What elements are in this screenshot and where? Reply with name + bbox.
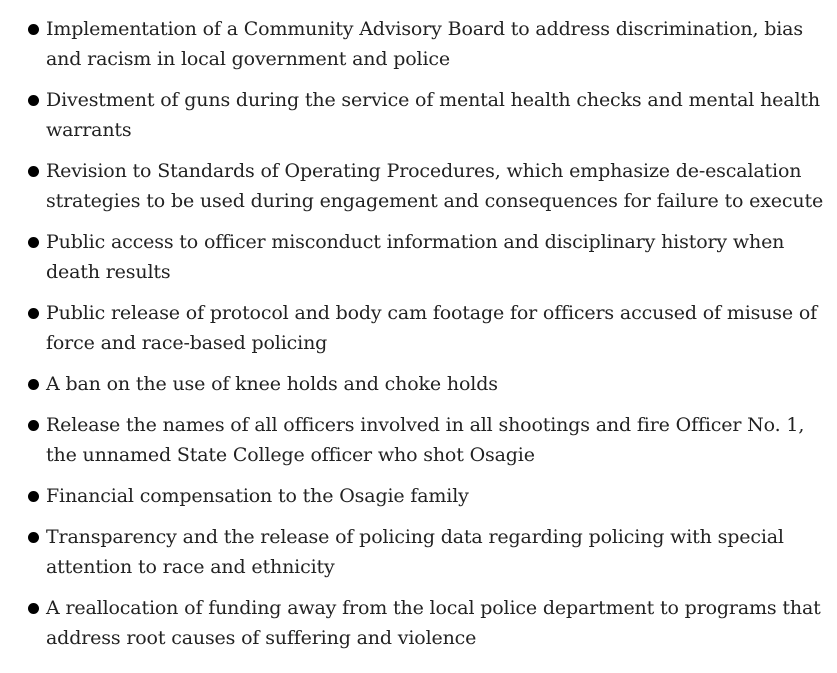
list-item-text: A ban on the use of knee holds and choke holds (46, 373, 498, 395)
bullet-dot-icon (28, 237, 39, 248)
list-item-text: Transparency and the release of policing data regarding policing with special attention to race and ethnicity (46, 526, 784, 578)
list-item (26, 593, 829, 653)
bullet-dot-icon (28, 24, 39, 35)
list-item-text: Public release of protocol and body cam footage for officers accused of misuse of force and race-based policing (46, 302, 818, 354)
list-item-text: Divestment of guns during the service of mental health checks and mental health warrants (46, 89, 820, 141)
list-item-text: A reallocation of funding away from the local police department to programs that address root causes of suffering and violence (46, 597, 821, 649)
list-item (26, 410, 829, 470)
list-item (26, 14, 829, 74)
list-item (26, 156, 829, 216)
list-item (26, 481, 829, 511)
list-item (26, 227, 829, 287)
list-item-text: Public access to officer misconduct information and disciplinary history when death results (46, 231, 785, 283)
bullet-dot-icon (28, 95, 39, 106)
bullet-dot-icon (28, 603, 39, 614)
bullet-dot-icon (28, 308, 39, 319)
bullet-dot-icon (28, 379, 39, 390)
bullet-dot-icon (28, 491, 39, 502)
list-item-text: Revision to Standards of Operating Procedures, which emphasize de-escalation strategies to be used during engagement and consequences for failure to execute (46, 160, 824, 212)
list-item (26, 85, 829, 145)
list-item (26, 369, 829, 399)
list-item (26, 298, 829, 358)
list-item-text: Implementation of a Community Advisory Board to address discrimination, bias and racism in local government and police (46, 18, 803, 70)
bullet-dot-icon (28, 420, 39, 431)
bullet-dot-icon (28, 166, 39, 177)
list-item-text: Release the names of all officers involved in all shootings and fire Officer No. 1, the unnamed State College officer who shot Osagie (46, 414, 805, 466)
bullet-dot-icon (28, 532, 39, 543)
list-item (26, 522, 829, 582)
list-item-text: Financial compensation to the Osagie family (46, 485, 469, 507)
demands-list (26, 14, 829, 653)
